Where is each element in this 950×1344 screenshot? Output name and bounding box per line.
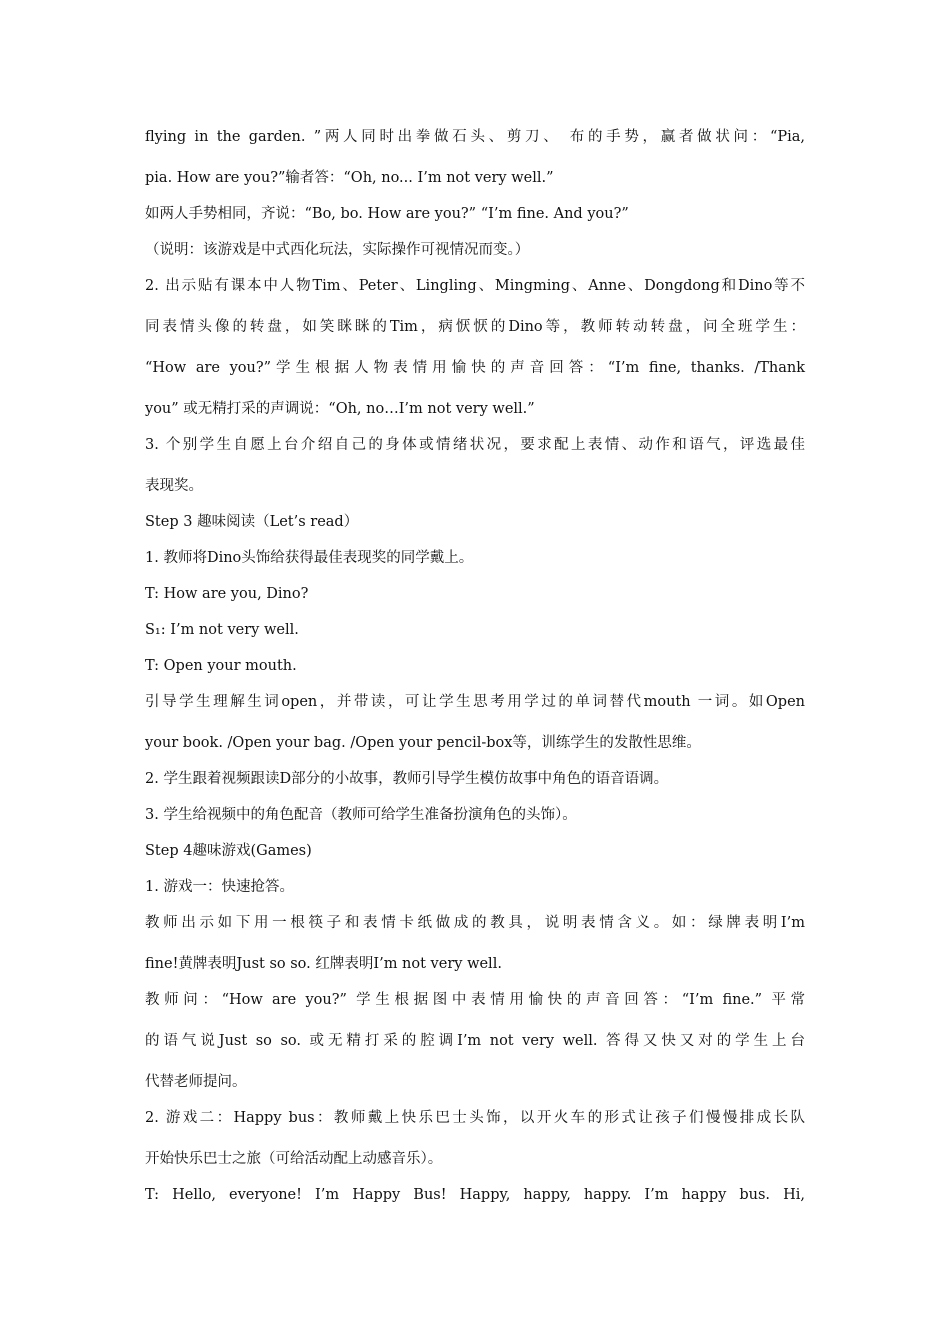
text-line: 开始快乐巴士之旅（可给活动配上动感音乐）。 (145, 1151, 443, 1167)
text-line: “How are you?”学生根据人物表情用愉快的声音回答：“I’m fine, thanks. /Thank (145, 360, 805, 376)
dialogue-line: T: Open your mouth. (145, 658, 297, 674)
text-line: 表现奖。 (145, 478, 203, 494)
text-line: （说明：该游戏是中式西化玩法，实际操作可视情况而变。） (145, 242, 530, 258)
text-line: 3. 学生给视频中的角色配音（教师可给学生准备扮演角色的头饰）。 (145, 807, 577, 823)
text-line: 2. 学生跟着视频跟读D部分的小故事，教师引导学生模仿故事中角色的语音语调。 (145, 771, 669, 787)
dialogue-line: S₁: I’m not very well. (145, 622, 299, 638)
text-line: your book. /Open your bag. /Open your pencil-box等，训练学生的发散性思维。 (145, 735, 701, 751)
text-line: 同表情头像的转盘，如笑眯眯的Tim，病恹恹的Dino等，教师转动转盘，问全班学生： (145, 319, 805, 335)
text-line: 教师出示如下用一根筷子和表情卡纸做成的教具，说明表情含义。如：绿牌表明I’m (145, 915, 805, 931)
text-line: 引导学生理解生词open，并带读，可让学生思考用学过的单词替代mouth 一词。如Open (145, 694, 805, 710)
text-line: you” 或无精打采的声调说：“Oh, no…I’m not very well.” (145, 401, 535, 417)
text-line: pia. How are you?”输者答：“Oh, no... I’m not very well.” (145, 170, 554, 186)
text-line: 1. 教师将Dino头饰给获得最佳表现奖的同学戴上。 (145, 550, 474, 566)
text-line: flying in the garden. ”两人同时出拳做石头、剪刀、 布的手势，赢者做状问：“Pia, (145, 129, 805, 145)
section-heading: Step 4趣味游戏(Games) (145, 843, 312, 859)
text-line: 1. 游戏一：快速抢答。 (145, 879, 294, 895)
dialogue-line: T: How are you, Dino? (145, 586, 309, 602)
text-line: 2. 出示贴有课本中人物Tim、Peter、Lingling、Mingming、Anne、Dongdong和Dino等不 (145, 278, 805, 294)
dialogue-line: T: Hello, everyone! I’m Happy Bus! Happy, happy, happy. I’m happy bus. Hi, (145, 1187, 805, 1203)
text-line: 的语气说Just so so. 或无精打采的腔调I’m not very well. 答得又快又对的学生上台 (145, 1033, 805, 1049)
text-line: 3. 个别学生自愿上台介绍自己的身体或情绪状况，要求配上表情、动作和语气，评选最佳 (145, 437, 805, 453)
text-line: 教师问：“How are you?” 学生根据图中表情用愉快的声音回答：“I’m fine.” 平常 (145, 992, 805, 1008)
text-line: 代替老师提问。 (145, 1074, 247, 1090)
text-line: 2. 游戏二：Happy bus：教师戴上快乐巴士头饰，以开火车的形式让孩子们慢慢排成长队 (145, 1110, 805, 1126)
section-heading: Step 3 趣味阅读（Let’s read） (145, 514, 359, 530)
text-line: 如两人手势相同，齐说：“Bo, bo. How are you?” “I’m fine. And you?” (145, 206, 629, 222)
text-line: fine!黄牌表明Just so so. 红牌表明I’m not very well. (145, 956, 502, 972)
